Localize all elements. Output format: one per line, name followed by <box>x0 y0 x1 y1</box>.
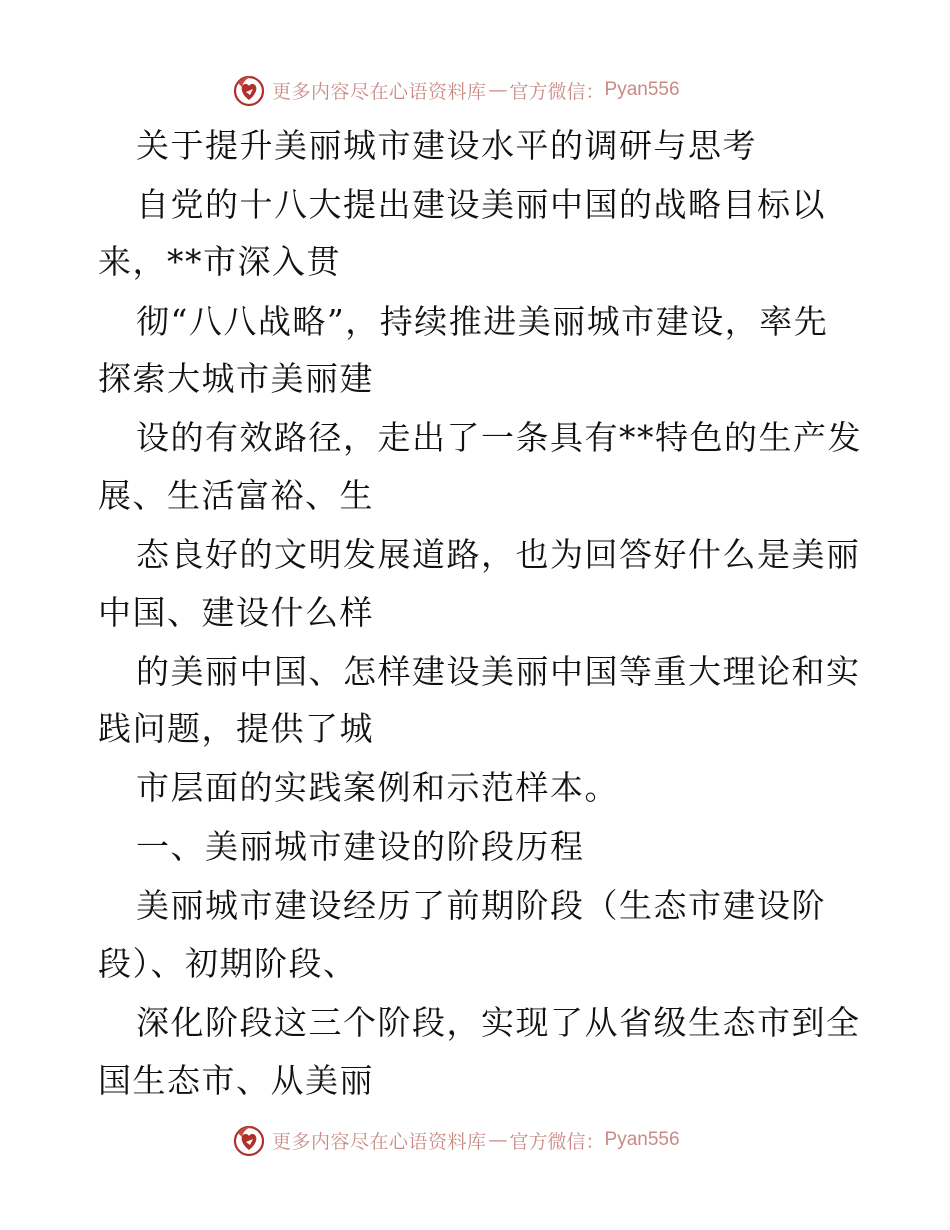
footer-wechat-id: Pyan556 <box>604 1129 680 1150</box>
heart-flame-logo-icon <box>232 73 266 107</box>
header-banner <box>232 72 680 108</box>
heart-flame-logo-icon <box>232 1123 266 1157</box>
footer-banner <box>232 1122 680 1158</box>
body-line: 美丽城市建设经历了前期阶段（生态市建设阶 <box>136 886 826 925</box>
header-wechat-id: Pyan556 <box>604 79 680 100</box>
body-line: 段）、初期阶段、 <box>98 944 358 983</box>
header-wechat-label: 官方微信： <box>509 80 605 103</box>
body-line: 展、生活富裕、生 <box>98 476 374 515</box>
body-line: 中国、建设什么样 <box>98 593 374 632</box>
footer-wechat-label: 官方微信： <box>509 1130 605 1153</box>
body-line: 的美丽中国、怎样建设美丽中国等重大理论和实 <box>136 652 861 691</box>
body-line: 自党的十八大提出建设美丽中国的战略目标以 <box>136 185 826 224</box>
body-line: 设的有效路径，走出了一条具有**特色的生产发 <box>136 418 862 457</box>
footer-dash: — <box>488 1129 508 1151</box>
body-line: 探索大城市美丽建 <box>98 359 374 398</box>
body-line: 市层面的实践案例和示范样本。 <box>136 768 619 807</box>
header-slogan: 更多内容尽在心语资料库 <box>272 80 487 103</box>
header-dash: — <box>488 79 508 101</box>
document-title: 关于提升美丽城市建设水平的调研与思考 <box>136 126 757 165</box>
body-line: 深化阶段这三个阶段，实现了从省级生态市到全 <box>136 1003 861 1042</box>
body-line: 彻“八八战略”，持续推进美丽城市建设，率先 <box>136 302 829 341</box>
footer-slogan: 更多内容尽在心语资料库 <box>272 1130 487 1153</box>
body-line: 践问题，提供了城 <box>98 709 374 748</box>
body-line: 态良好的文明发展道路，也为回答好什么是美丽 <box>136 535 861 574</box>
body-line: 国生态市、从美丽 <box>98 1061 374 1100</box>
section-heading: 一、美丽城市建设的阶段历程 <box>136 827 585 866</box>
body-line: 来，**市深入贯 <box>98 242 341 281</box>
